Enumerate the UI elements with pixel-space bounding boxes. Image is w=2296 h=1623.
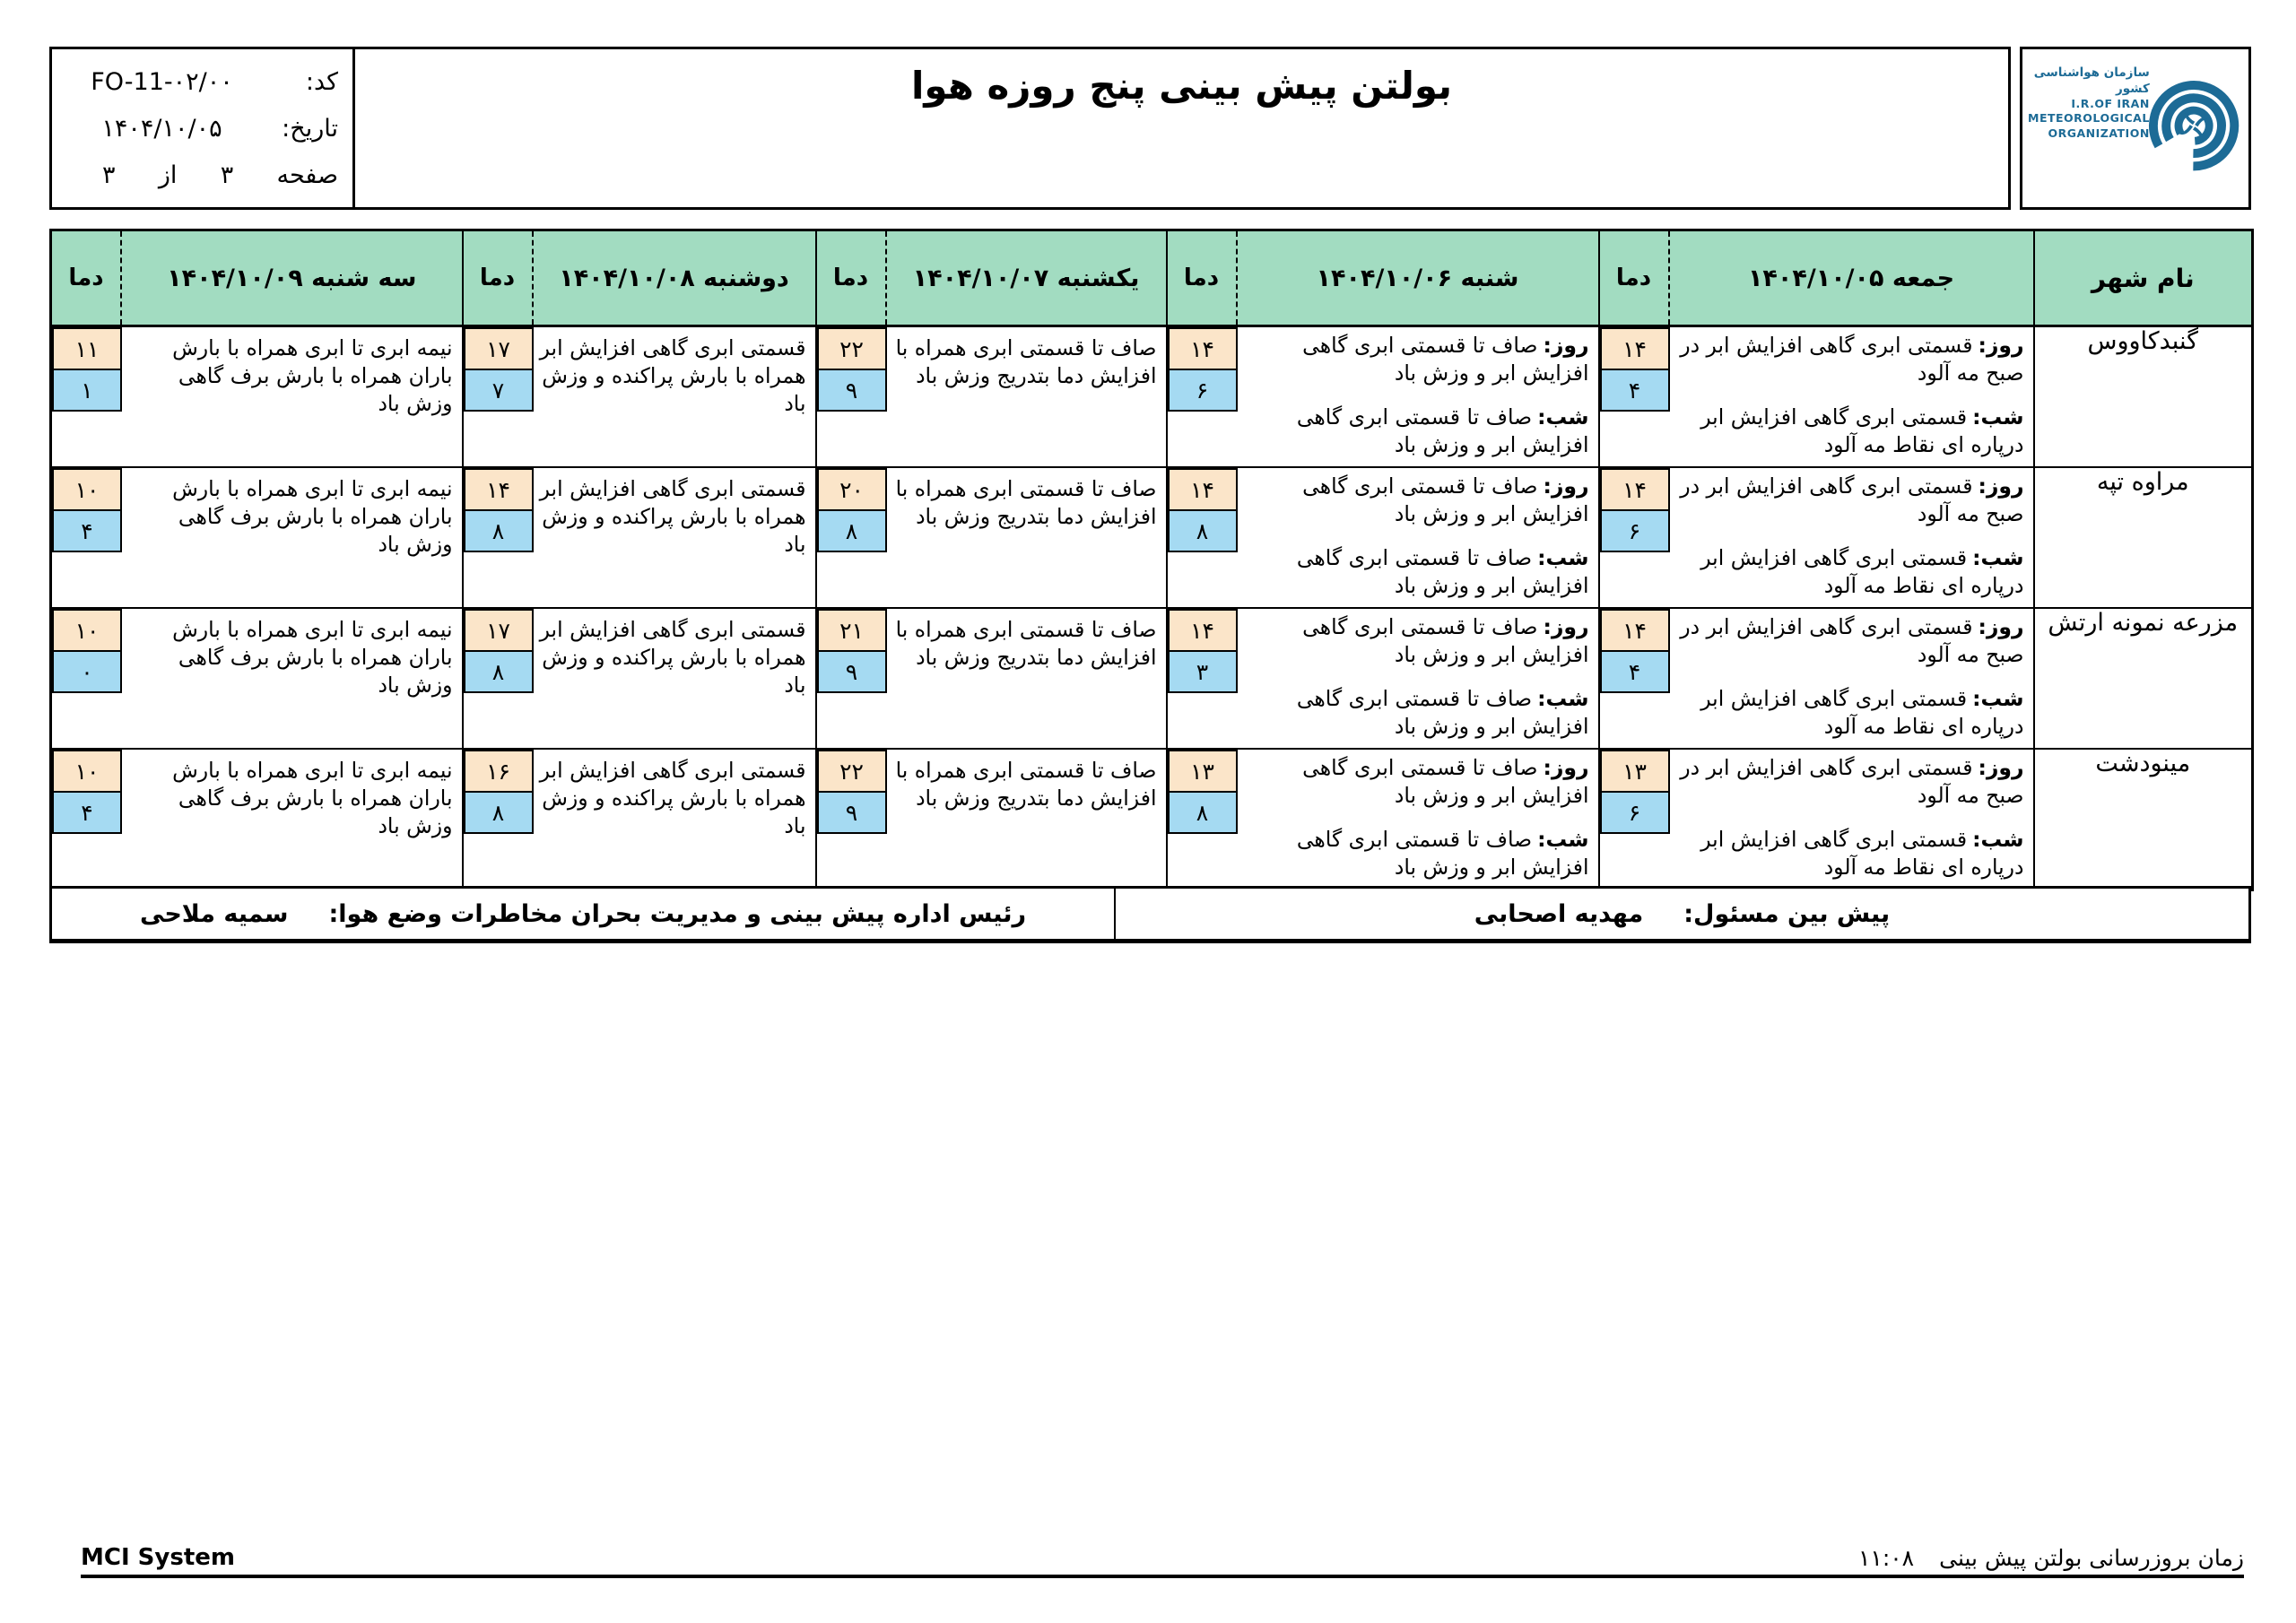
day-label: روز: bbox=[1978, 755, 2024, 780]
day-forecast-text: قسمتی ابری گاهی افزایش ابر در صبح مه آلود bbox=[1680, 333, 2024, 386]
forecast-text bbox=[1670, 609, 2033, 748]
temp-max: ۲۰ bbox=[817, 468, 887, 511]
forecast-cell-sunday bbox=[816, 608, 1167, 749]
temperature-stack bbox=[1168, 609, 1238, 693]
code-value: FO-11-۰۲/۰۰ bbox=[91, 67, 233, 96]
temperature-stack bbox=[1600, 468, 1670, 552]
night-label: شب: bbox=[1537, 544, 1589, 570]
day-forecast bbox=[1243, 754, 1589, 810]
forecast-text bbox=[1670, 750, 2033, 889]
temperature-stack bbox=[817, 327, 887, 412]
table-row bbox=[51, 467, 2253, 608]
forecast-cell-friday bbox=[1599, 608, 2034, 749]
forecast-cell-monday bbox=[463, 326, 816, 468]
temperature-stack bbox=[52, 609, 122, 693]
forecaster-signature-cell bbox=[1114, 889, 2248, 939]
table-row bbox=[51, 326, 2253, 468]
night-label: شب: bbox=[1972, 544, 2024, 570]
forecast-plain-text: قسمتی ابری گاهی افزایش ابر همراه با بارش پراکنده و وزش باد bbox=[539, 617, 806, 699]
night-forecast-text: قسمتی ابری گاهی افزایش ابر درپاره ای نقاط مه آلود bbox=[1700, 404, 2024, 457]
logo-org-name-en-1: I.R.OF IRAN bbox=[2071, 97, 2150, 111]
day-column-header-friday bbox=[1599, 230, 2034, 326]
forecast-plain-text: نیمه ابری تا ابری همراه با بارش باران همراه با بارش برف گاهی وزش باد bbox=[172, 617, 453, 699]
forecast-text bbox=[887, 609, 1166, 748]
temp-min: ۶ bbox=[1600, 791, 1670, 834]
forecast-cell-sunday bbox=[816, 326, 1167, 468]
page-of-label: از bbox=[158, 161, 178, 189]
temp-column-header: دما bbox=[1600, 231, 1670, 325]
day-forecast bbox=[1675, 473, 2024, 528]
temp-column-header: دما bbox=[52, 231, 122, 325]
day-label: روز: bbox=[1978, 614, 2024, 639]
night-forecast-text: قسمتی ابری گاهی افزایش ابر درپاره ای نقاط مه آلود bbox=[1700, 826, 2024, 880]
night-label: شب: bbox=[1972, 404, 2024, 430]
page-title: بولتن پیش بینی پنج روزه هوا bbox=[910, 64, 1453, 108]
temperature-stack bbox=[817, 468, 887, 552]
temp-max: ۲۲ bbox=[817, 327, 887, 370]
forecast-cell-friday bbox=[1599, 467, 2034, 608]
chief-name: سمیه ملاحی bbox=[140, 899, 289, 928]
temperature-stack bbox=[1600, 750, 1670, 834]
night-forecast bbox=[1243, 685, 1589, 741]
day-forecast-text: صاف تا قسمتی ابری گاهی افزایش ابر و وزش باد bbox=[1302, 473, 1589, 527]
document-meta-box bbox=[52, 49, 355, 207]
day-label: روز: bbox=[1543, 614, 1589, 639]
temp-min: ۹ bbox=[817, 650, 887, 693]
forecast-plain-text: نیمه ابری تا ابری همراه با بارش باران همراه با بارش برف گاهی وزش باد bbox=[172, 476, 453, 558]
page-total: ۳ bbox=[102, 161, 116, 189]
day-label: روز: bbox=[1543, 473, 1589, 499]
temperature-stack bbox=[52, 468, 122, 552]
forecast-plain-text: صاف تا قسمتی ابری همراه با افزایش دما بتدریج وزش باد bbox=[895, 335, 1157, 389]
table-row bbox=[51, 608, 2253, 749]
update-time-line bbox=[1858, 1545, 2244, 1571]
day-column-header-saturday bbox=[1167, 230, 1599, 326]
temperature-stack bbox=[464, 327, 534, 412]
city-column-header: نام شهر bbox=[2034, 230, 2253, 326]
temp-max: ۱۴ bbox=[1600, 609, 1670, 652]
date-label: تاریخ: bbox=[282, 114, 338, 143]
temperature-stack bbox=[1600, 327, 1670, 412]
temp-min: ۴ bbox=[1600, 369, 1670, 412]
temp-column-header: دما bbox=[817, 231, 887, 325]
temp-min: ۸ bbox=[464, 650, 534, 693]
day-column-header-sunday bbox=[816, 230, 1167, 326]
temp-min: ۱ bbox=[52, 369, 122, 412]
forecast-plain-text: نیمه ابری تا ابری همراه با بارش باران همراه با بارش برف گاهی وزش باد bbox=[172, 758, 453, 839]
forecast-cell-monday bbox=[463, 608, 816, 749]
forecast-text bbox=[122, 327, 462, 466]
temperature-stack bbox=[1168, 750, 1238, 834]
temp-max: ۲۲ bbox=[817, 750, 887, 793]
forecast-text bbox=[887, 327, 1166, 466]
temp-min: ۹ bbox=[817, 369, 887, 412]
forecast-cell-sunday bbox=[816, 749, 1167, 890]
chief-signature-cell bbox=[52, 889, 1114, 939]
forecast-plain-text: قسمتی ابری گاهی افزایش ابر همراه با بارش پراکنده و وزش باد bbox=[539, 758, 806, 839]
day-label: روز: bbox=[1543, 755, 1589, 780]
forecast-text bbox=[534, 468, 815, 607]
forecast-plain-text: قسمتی ابری گاهی افزایش ابر همراه با بارش پراکنده و وزش باد bbox=[539, 476, 806, 558]
temp-min: ۸ bbox=[817, 509, 887, 552]
forecast-cell-tuesday bbox=[51, 326, 463, 468]
forecaster-label: پیش بین مسئول: bbox=[1683, 899, 1891, 928]
city-name: مراوه تپه bbox=[2034, 467, 2253, 608]
temp-min: ۸ bbox=[464, 509, 534, 552]
temp-min: ۳ bbox=[1168, 650, 1238, 693]
night-forecast bbox=[1243, 544, 1589, 600]
day-forecast bbox=[1243, 473, 1589, 528]
forecast-text bbox=[122, 609, 462, 748]
forecast-text bbox=[1670, 468, 2033, 607]
logo-org-name-en-3: ORGANIZATION bbox=[2048, 126, 2150, 140]
day-forecast-text: قسمتی ابری گاهی افزایش ابر در صبح مه آلود bbox=[1680, 614, 2024, 668]
night-forecast bbox=[1243, 826, 1589, 881]
date-value: ۱۴۰۴/۱۰/۰۵ bbox=[101, 114, 222, 143]
forecast-text bbox=[122, 750, 462, 889]
temp-min: ۴ bbox=[1600, 650, 1670, 693]
forecast-cell-saturday bbox=[1167, 749, 1599, 890]
table-header-row bbox=[51, 230, 2253, 326]
day-header-label: شنبه ۱۴۰۴/۱۰/۰۶ bbox=[1316, 264, 1519, 292]
page-number: ۳ bbox=[220, 161, 234, 189]
day-forecast-text: قسمتی ابری گاهی افزایش ابر در صبح مه آلود bbox=[1680, 473, 2024, 527]
update-time-value: ۱۱:۰۸ bbox=[1857, 1545, 1915, 1571]
day-header-label: دوشنبه ۱۴۰۴/۱۰/۰۸ bbox=[559, 264, 789, 292]
forecast-text bbox=[534, 327, 815, 466]
forecast-text bbox=[1238, 750, 1598, 889]
header-main-box bbox=[49, 47, 2011, 210]
logo-text-block bbox=[2028, 56, 2150, 200]
day-column-header-tuesday bbox=[51, 230, 463, 326]
night-forecast-text: صاف تا قسمتی ابری گاهی افزایش ابر و وزش باد bbox=[1296, 685, 1589, 739]
temp-max: ۱۱ bbox=[52, 327, 122, 370]
temp-min: ۹ bbox=[817, 791, 887, 834]
night-label: شب: bbox=[1537, 685, 1589, 711]
night-forecast-text: صاف تا قسمتی ابری گاهی افزایش ابر و وزش باد bbox=[1296, 544, 1589, 598]
organization-logo bbox=[2020, 47, 2251, 210]
temp-column-header: دما bbox=[1168, 231, 1238, 325]
temp-column-header: دما bbox=[464, 231, 534, 325]
footer-rule bbox=[81, 1575, 2244, 1578]
day-forecast-text: صاف تا قسمتی ابری گاهی افزایش ابر و وزش باد bbox=[1302, 333, 1589, 386]
temperature-stack bbox=[52, 327, 122, 412]
temp-min: ۰ bbox=[52, 650, 122, 693]
night-forecast-text: صاف تا قسمتی ابری گاهی افزایش ابر و وزش باد bbox=[1296, 404, 1589, 457]
day-forecast bbox=[1243, 613, 1589, 669]
temperature-stack bbox=[817, 750, 887, 834]
temp-max: ۱۴ bbox=[1168, 609, 1238, 652]
temperature-stack bbox=[464, 750, 534, 834]
forecast-cell-saturday bbox=[1167, 326, 1599, 468]
code-line bbox=[66, 68, 338, 96]
day-column-header-monday bbox=[463, 230, 816, 326]
night-forecast bbox=[1675, 685, 2024, 741]
temp-min: ۸ bbox=[464, 791, 534, 834]
forecast-cell-friday bbox=[1599, 749, 2034, 890]
night-forecast-text: قسمتی ابری گاهی افزایش ابر درپاره ای نقاط مه آلود bbox=[1700, 685, 2024, 739]
forecast-cell-tuesday bbox=[51, 467, 463, 608]
forecast-text bbox=[122, 468, 462, 607]
forecast-plain-text: صاف تا قسمتی ابری همراه با افزایش دما بتدریج وزش باد bbox=[895, 758, 1157, 812]
spiral-logo-icon bbox=[2144, 56, 2243, 191]
temp-max: ۲۱ bbox=[817, 609, 887, 652]
city-name: مینودشت bbox=[2034, 749, 2253, 890]
forecast-text bbox=[534, 609, 815, 748]
temp-min: ۸ bbox=[1168, 509, 1238, 552]
temp-max: ۱۰ bbox=[52, 468, 122, 511]
night-forecast bbox=[1243, 404, 1589, 459]
temp-min: ۸ bbox=[1168, 791, 1238, 834]
temp-max: ۱۴ bbox=[1600, 468, 1670, 511]
temperature-stack bbox=[1600, 609, 1670, 693]
day-label: روز: bbox=[1978, 333, 2024, 358]
temp-max: ۱۴ bbox=[1168, 327, 1238, 370]
forecast-text bbox=[1238, 609, 1598, 748]
day-forecast-text: قسمتی ابری گاهی افزایش ابر در صبح مه آلود bbox=[1680, 755, 2024, 809]
code-label: کد: bbox=[305, 67, 338, 96]
signature-box bbox=[49, 886, 2251, 943]
forecaster-name: مهدیه اصحابی bbox=[1474, 899, 1644, 928]
city-name: مزرعه نمونه ارتش bbox=[2034, 608, 2253, 749]
update-time-label: زمان بروزرسانی بولتن پیش بینی bbox=[1939, 1545, 2244, 1571]
temperature-stack bbox=[1168, 327, 1238, 412]
temperature-stack bbox=[464, 609, 534, 693]
night-label: شب: bbox=[1972, 826, 2024, 852]
day-header-label: یکشنبه ۱۴۰۴/۱۰/۰۷ bbox=[912, 264, 1140, 292]
temp-max: ۱۷ bbox=[464, 327, 534, 370]
forecast-cell-saturday bbox=[1167, 467, 1599, 608]
temperature-stack bbox=[52, 750, 122, 834]
day-forecast bbox=[1675, 332, 2024, 387]
night-forecast bbox=[1675, 544, 2024, 600]
day-header-label: جمعه ۱۴۰۴/۱۰/۰۵ bbox=[1747, 264, 1955, 292]
date-line bbox=[66, 115, 338, 143]
forecast-text bbox=[887, 468, 1166, 607]
night-label: شب: bbox=[1537, 826, 1589, 852]
forecast-cell-monday bbox=[463, 467, 816, 608]
forecast-cell-tuesday bbox=[51, 608, 463, 749]
page-header bbox=[49, 47, 2251, 210]
forecast-text bbox=[1238, 468, 1598, 607]
day-label: روز: bbox=[1978, 473, 2024, 499]
day-forecast bbox=[1243, 332, 1589, 387]
temperature-stack bbox=[464, 468, 534, 552]
temperature-stack bbox=[817, 609, 887, 693]
forecast-text bbox=[887, 750, 1166, 889]
system-name: MCI System bbox=[81, 1544, 235, 1571]
night-label: شب: bbox=[1537, 404, 1589, 430]
forecast-cell-saturday bbox=[1167, 608, 1599, 749]
night-label: شب: bbox=[1972, 685, 2024, 711]
temp-min: ۴ bbox=[52, 509, 122, 552]
night-forecast-text: صاف تا قسمتی ابری گاهی افزایش ابر و وزش باد bbox=[1296, 826, 1589, 880]
temp-min: ۶ bbox=[1168, 369, 1238, 412]
temp-max: ۱۷ bbox=[464, 609, 534, 652]
temp-max: ۱۶ bbox=[464, 750, 534, 793]
city-name: گنبدکاووس bbox=[2034, 326, 2253, 468]
day-forecast-text: صاف تا قسمتی ابری گاهی افزایش ابر و وزش باد bbox=[1302, 614, 1589, 668]
forecast-text bbox=[534, 750, 815, 889]
page-number-line bbox=[66, 161, 338, 189]
forecast-table bbox=[49, 229, 2254, 891]
night-forecast bbox=[1675, 826, 2024, 881]
chief-label: رئیس اداره پیش بینی و مدیریت بحران مخاطرات وضع هوا: bbox=[328, 899, 1026, 928]
day-forecast bbox=[1675, 754, 2024, 810]
forecast-cell-monday bbox=[463, 749, 816, 890]
temp-max: ۱۴ bbox=[464, 468, 534, 511]
forecast-cell-friday bbox=[1599, 326, 2034, 468]
night-forecast bbox=[1675, 404, 2024, 459]
forecast-plain-text: صاف تا قسمتی ابری همراه با افزایش دما بتدریج وزش باد bbox=[895, 617, 1157, 671]
logo-org-name-en-2: METEOROLOGICAL bbox=[2028, 111, 2150, 126]
title-area bbox=[355, 49, 2008, 207]
temp-min: ۶ bbox=[1600, 509, 1670, 552]
logo-org-name-fa: سازمان هواشناسی کشور bbox=[2033, 65, 2150, 96]
page-label: صفحه bbox=[276, 161, 338, 189]
forecast-cell-sunday bbox=[816, 467, 1167, 608]
temp-max: ۱۳ bbox=[1168, 750, 1238, 793]
forecast-plain-text: قسمتی ابری گاهی افزایش ابر همراه با بارش پراکنده و وزش باد bbox=[539, 335, 806, 417]
forecast-cell-tuesday bbox=[51, 749, 463, 890]
day-header-label: سه شنبه ۱۴۰۴/۱۰/۰۹ bbox=[167, 264, 417, 292]
temp-max: ۱۰ bbox=[52, 750, 122, 793]
day-forecast-text: صاف تا قسمتی ابری گاهی افزایش ابر و وزش باد bbox=[1302, 755, 1589, 809]
temp-min: ۴ bbox=[52, 791, 122, 834]
temp-max: ۱۴ bbox=[1168, 468, 1238, 511]
page-footer bbox=[81, 1544, 2244, 1578]
forecast-plain-text: صاف تا قسمتی ابری همراه با افزایش دما بتدریج وزش باد bbox=[895, 476, 1157, 530]
day-forecast bbox=[1675, 613, 2024, 669]
forecast-plain-text: نیمه ابری تا ابری همراه با بارش باران همراه با بارش برف گاهی وزش باد bbox=[172, 335, 453, 417]
temp-max: ۱۴ bbox=[1600, 327, 1670, 370]
night-forecast-text: قسمتی ابری گاهی افزایش ابر درپاره ای نقاط مه آلود bbox=[1700, 544, 2024, 598]
table-row bbox=[51, 749, 2253, 890]
temp-max: ۱۰ bbox=[52, 609, 122, 652]
forecast-text bbox=[1670, 327, 2033, 466]
temperature-stack bbox=[1168, 468, 1238, 552]
temp-max: ۱۳ bbox=[1600, 750, 1670, 793]
forecast-text bbox=[1238, 327, 1598, 466]
day-label: روز: bbox=[1543, 333, 1589, 358]
temp-min: ۷ bbox=[464, 369, 534, 412]
